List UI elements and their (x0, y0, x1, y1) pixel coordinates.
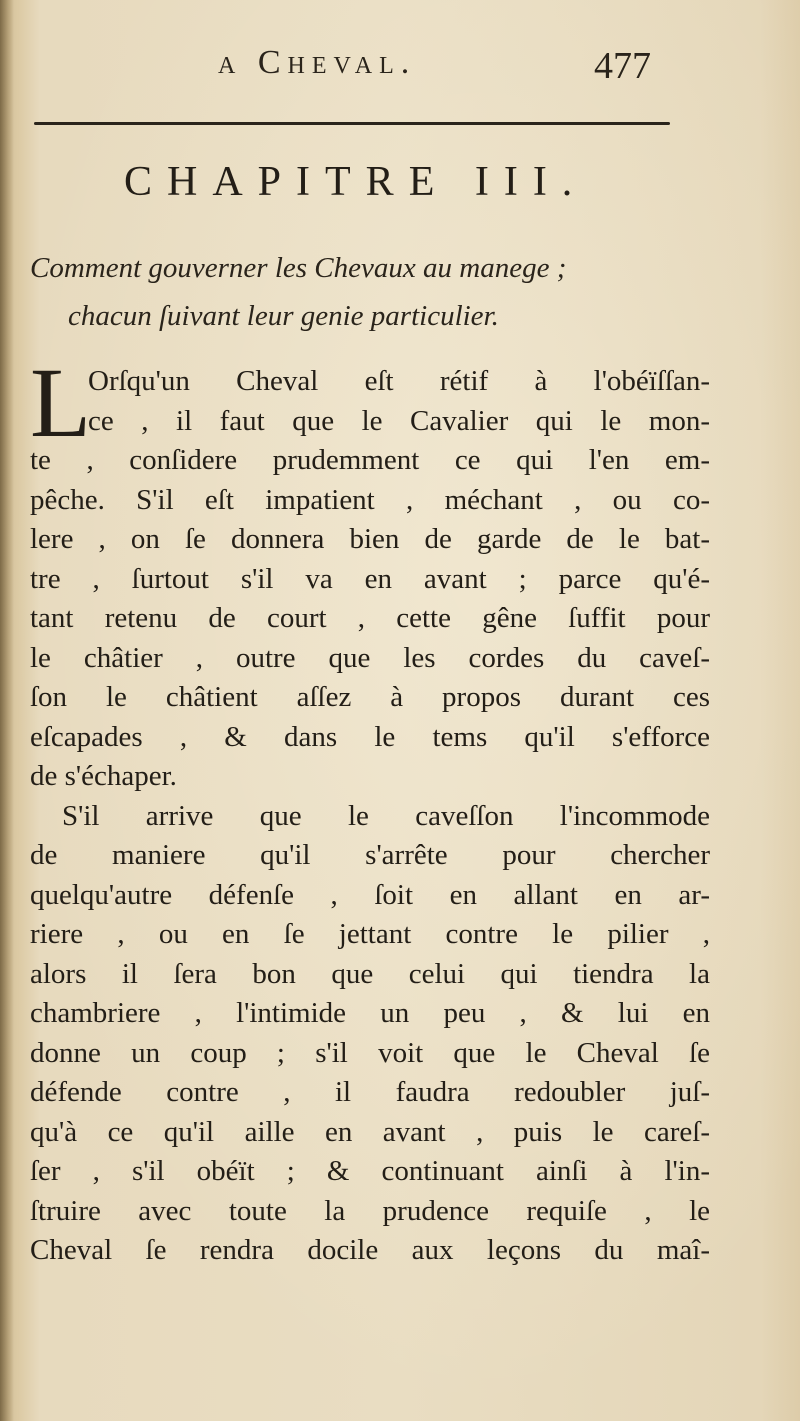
text-line: ſtruire avec toute la prudence requiſe , le (30, 1194, 710, 1227)
text-line: ſer , s'il obéït ; & continuant ainſi à l'in- (30, 1155, 710, 1187)
page-number: 477 (594, 45, 651, 87)
text-line: chambriere , l'intimide un peu , & lui en (30, 997, 710, 1029)
chapter-summary (30, 244, 710, 340)
text-line: défende contre , il faudra redoubler juſ- (30, 1076, 710, 1108)
spine-shadow (0, 0, 14, 1421)
text-line: Orſqu'un Cheval eſt rétif à l'obéïſſan- (88, 365, 710, 397)
text-line: ſon le châtient aſſez à propos durant ces (30, 681, 710, 713)
text-line: te , conſidere prudemment ce qui l'en em- (30, 444, 710, 476)
text-line: eſcapades , & dans le tems qu'il s'efforce (30, 720, 710, 753)
summary-line: Comment gouverner les Chevaux au manege ; (30, 252, 567, 284)
text-line: tant retenu de court , cette gêne ſuffit pour (30, 602, 710, 634)
drop-cap: L (30, 347, 92, 458)
text-line: tre , ſurtout s'il va en avant ; parce qu'é- (30, 562, 710, 595)
body-text (30, 347, 710, 1271)
text-line: lere , on ſe donnera bien de garde de le bat- (30, 523, 710, 555)
text-line: pêche. S'il eſt impatient , méchant , ou co- (30, 483, 710, 516)
header-rule (34, 122, 670, 125)
text-line: riere , ou en ſe jettant contre le pilier , (30, 918, 710, 950)
text-line: S'il arrive que le caveſſon l'incommode (62, 799, 710, 832)
text-line: qu'à ce qu'il aille en avant , puis le careſ- (30, 1115, 710, 1148)
chapter-title: CHAPITRE III. (124, 159, 588, 205)
running-head (0, 44, 800, 100)
text-line: Cheval ſe rendra docile aux leçons du maî- (30, 1234, 710, 1266)
text-line: donne un coup ; s'il voit que le Cheval ſe (30, 1036, 710, 1069)
text-line: le châtier , outre que les cordes du caveſ- (30, 641, 710, 674)
summary-line: chacun ſuivant leur genie particulier. (68, 300, 499, 332)
running-title: a Cheval. (218, 44, 417, 81)
text-line: ce , il faut que le Cavalier qui le mon- (88, 404, 710, 437)
text-line: de s'échaper. (30, 760, 177, 792)
text-line: de maniere qu'il s'arrête pour chercher (30, 839, 710, 871)
text-line: quelqu'autre défenſe , ſoit en allant en ar- (30, 878, 710, 911)
text-line: alors il ſera bon que celui qui tiendra la (30, 957, 710, 990)
